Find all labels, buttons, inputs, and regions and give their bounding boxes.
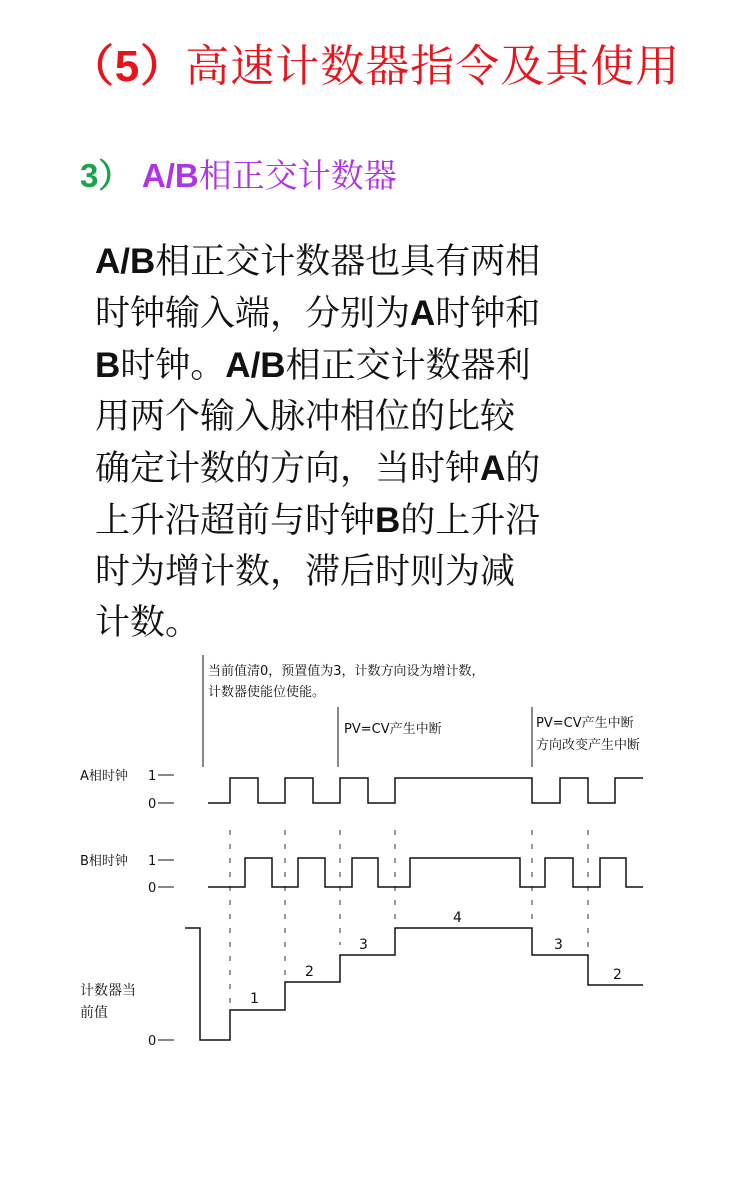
title-text: 高速计数器指令及其使用 bbox=[185, 41, 681, 92]
b-level-0-label: 0 bbox=[148, 881, 157, 896]
text-run: 计数。 bbox=[95, 603, 201, 643]
annotation-note-3-line-2: 方向改变产生中断 bbox=[536, 738, 641, 753]
paragraph-line-2 bbox=[95, 288, 635, 340]
section-subtitle bbox=[80, 150, 397, 197]
bold-term: B bbox=[375, 501, 401, 540]
title-number: （5） bbox=[69, 42, 186, 91]
counter-zero-label: 0 bbox=[148, 1034, 157, 1049]
bold-term: A bbox=[410, 294, 436, 333]
a-phase-waveform bbox=[208, 778, 643, 803]
text-run: 时钟和 bbox=[435, 294, 541, 334]
text-run: 相正交计数器利 bbox=[285, 346, 531, 386]
text-run: 时为增计数，滞后时则为减 bbox=[95, 552, 516, 592]
a-level-1-label: 1 bbox=[148, 769, 157, 784]
paragraph-line-3 bbox=[95, 340, 635, 392]
paragraph-line-5 bbox=[95, 443, 635, 495]
text-run: 用两个输入脉冲相位的比较 bbox=[95, 397, 516, 437]
count-value-3: 3 bbox=[359, 937, 368, 953]
b-level-1-label: 1 bbox=[148, 854, 157, 869]
timing-diagram bbox=[70, 645, 670, 1065]
count-value-4: 4 bbox=[453, 910, 462, 926]
paragraph-line-1 bbox=[95, 236, 635, 288]
annotation-note-2: PV=CV产生中断 bbox=[344, 722, 442, 737]
text-run: 确定计数的方向，当时钟 bbox=[95, 449, 481, 489]
annotation-note-1-line-2: 计数器使能位使能。 bbox=[208, 685, 326, 700]
description-paragraph bbox=[95, 236, 635, 649]
subtitle-bold: A/B bbox=[141, 157, 199, 194]
annotation-note-3-line-1: PV=CV产生中断 bbox=[536, 716, 634, 731]
page-title bbox=[0, 30, 750, 94]
text-run: 时钟输入端，分别为 bbox=[95, 294, 411, 334]
bold-term: A bbox=[480, 449, 506, 488]
timing-diagram-svg bbox=[70, 645, 670, 1065]
bold-term: A/B bbox=[95, 242, 156, 281]
count-value-2-down: 2 bbox=[613, 967, 622, 983]
subtitle-index: 3） bbox=[80, 157, 132, 194]
paragraph-line-7 bbox=[95, 547, 635, 598]
bold-term: B bbox=[95, 346, 121, 385]
subtitle-text bbox=[142, 156, 397, 195]
paragraph-line-6 bbox=[95, 495, 635, 547]
a-level-0-label: 0 bbox=[148, 797, 157, 812]
count-value-2: 2 bbox=[305, 964, 314, 980]
b-phase-waveform bbox=[208, 858, 643, 887]
paragraph-line-4 bbox=[95, 392, 635, 443]
counter-label-line-2: 前值 bbox=[80, 1005, 108, 1021]
a-phase-label: A相时钟 bbox=[80, 769, 128, 784]
counter-label-line-1: 计数器当 bbox=[80, 983, 136, 999]
text-run: 的上升沿 bbox=[400, 501, 541, 541]
counter-value-step bbox=[185, 928, 643, 1040]
subtitle-rest: 相正交计数器 bbox=[198, 156, 397, 195]
paragraph-line-8 bbox=[95, 598, 635, 649]
count-value-3-down: 3 bbox=[554, 937, 563, 953]
phase-guides bbox=[230, 830, 588, 1005]
b-phase-label: B相时钟 bbox=[80, 854, 128, 869]
text-run: 相正交计数器也具有两相 bbox=[155, 242, 541, 282]
bold-term: A/B bbox=[225, 346, 286, 385]
count-value-1: 1 bbox=[250, 991, 259, 1007]
text-run: 时钟。 bbox=[120, 346, 226, 386]
annotation-note-1-line-1: 当前值清0，预置值为3，计数方向设为增计数， bbox=[208, 664, 485, 679]
text-run: 的 bbox=[505, 449, 541, 489]
text-run: 上升沿超前与时钟 bbox=[95, 501, 376, 541]
